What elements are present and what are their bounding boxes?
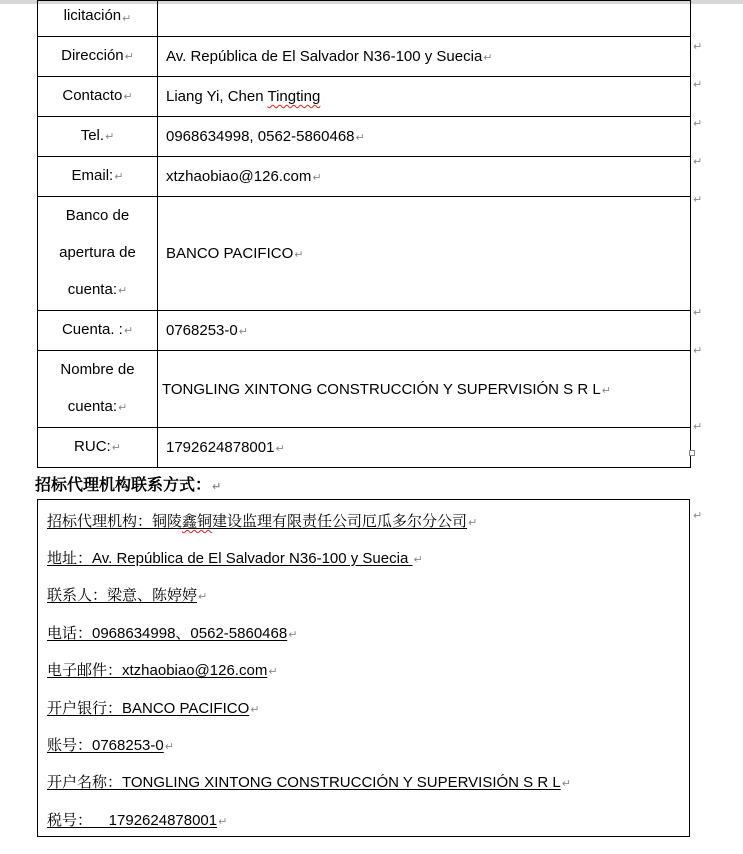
table-row [38, 1, 691, 37]
end-of-row-mark: ↵ [693, 118, 703, 130]
paragraph-mark: ↵ [122, 13, 132, 25]
table-row [38, 117, 691, 157]
end-of-row-mark: ↵ [693, 41, 703, 53]
account-name-line: 开户名称：TONGLING XINTONG CONSTRUCCIÓN Y SUPERVISIÓN S R L↵ [47, 774, 571, 791]
phone-line: 电话：0968634998、0562-5860468↵ [47, 625, 298, 642]
agency-name-line: 招标代理机构：铜陵鑫铜建设监理有限责任公司厄瓜多尔分公司↵ [47, 513, 478, 530]
row-label: Tel.↵ [38, 117, 158, 157]
bank-line: 开户银行：BANCO PACIFICO↵ [47, 700, 260, 717]
row-value: TONGLING XINTONG CONSTRUCCIÓN Y SUPERVISIÓN S R L↵ [158, 351, 691, 428]
table-row [38, 77, 691, 117]
end-of-row-mark: ↵ [693, 194, 703, 206]
row-label: Dirección↵ [38, 37, 158, 77]
account-line: 账号：0768253-0↵ [47, 737, 174, 754]
end-of-row-mark: ↵ [693, 421, 703, 433]
row-label: Email:↵ [38, 157, 158, 197]
table-row [38, 157, 691, 197]
row-label: Contacto↵ [38, 77, 158, 117]
table-row [38, 428, 691, 468]
row-label: Cuenta. :↵ [38, 311, 158, 351]
table-row [38, 197, 691, 311]
row-value: 1792624878001↵ [158, 428, 691, 468]
spellcheck-word[interactable]: 鑫铜 [182, 513, 213, 530]
tax-id-line: 税号： 1792624878001↵ [47, 812, 228, 829]
end-of-row-mark: ↵ [693, 307, 703, 319]
table-row [38, 37, 691, 77]
end-of-box-mark: ↵ [693, 510, 703, 522]
row-value: BANCO PACIFICO↵ [158, 197, 691, 311]
contact-person-line: 联系人：梁意、陈婷婷↵ [47, 587, 208, 604]
row-label: RUC:↵ [38, 428, 158, 468]
spellcheck-word[interactable]: Tingting [267, 88, 321, 105]
table-resize-handle[interactable] [689, 450, 695, 456]
email-line: 电子邮件：xtzhaobiao@126.com↵ [47, 662, 278, 679]
row-value: 0968634998, 0562-5860468↵ [158, 117, 691, 157]
row-label: licitación↵ [38, 1, 158, 37]
row-value [158, 1, 691, 37]
contact-info-table [37, 0, 691, 468]
address-line: 地址：Av. República de El Salvador N36-100 y Suecia ↵ [47, 550, 423, 567]
end-of-row-mark: ↵ [693, 345, 703, 357]
end-of-row-mark: ↵ [693, 156, 703, 168]
table-row [38, 311, 691, 351]
end-of-row-mark: ↵ [693, 79, 703, 91]
table-row [38, 351, 691, 428]
row-value: Av. República de El Salvador N36-100 y Suecia↵ [158, 37, 691, 77]
row-value: xtzhaobiao@126.com↵ [158, 157, 691, 197]
row-value: Liang Yi, Chen Tingting [158, 77, 691, 117]
row-label: Banco de apertura de cuenta:↵ [38, 197, 158, 311]
row-value: 0768253-0↵ [158, 311, 691, 351]
agency-contact-box [37, 499, 690, 837]
row-label: Nombre de cuenta:↵ [38, 351, 158, 428]
section-heading: 招标代理机构联系方式：↵ [35, 475, 222, 494]
